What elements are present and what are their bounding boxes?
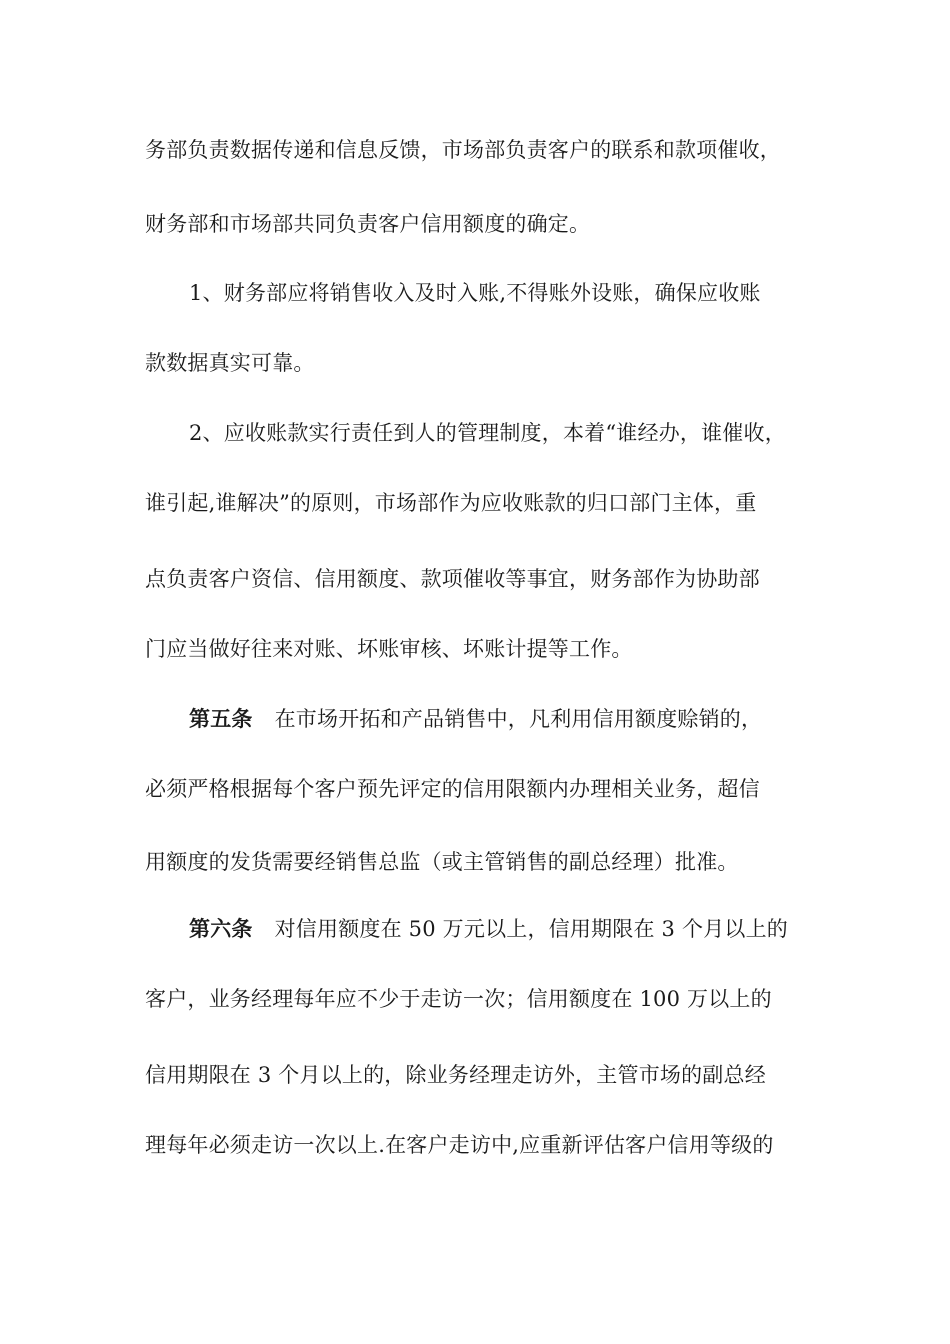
article-5-first-line <box>189 705 762 733</box>
paragraph-line: 理每年必须走访一次以上.在客户走访中,应重新评估客户信用等级的 <box>145 1133 774 1157</box>
paragraph-line: 信用期限在 3 个月以上的，除业务经理走访外，主管市场的副总经 <box>145 1063 766 1087</box>
article-5-heading: 第五条 <box>189 706 253 731</box>
paragraph-line: 点负责客户资信、信用额度、款项催收等事宜，财务部作为协助部 <box>145 567 760 591</box>
paragraph-line: 客户，业务经理每年应不少于走访一次；信用额度在 100 万以上的 <box>145 987 772 1011</box>
article-6-text: 对信用额度在 50 万元以上，信用期限在 3 个月以上的 <box>274 917 788 941</box>
paragraph-line: 谁引起,谁解决”的原则，市场部作为应收账款的归口部门主体，重 <box>145 491 757 515</box>
article-6-first-line <box>189 915 788 943</box>
paragraph-line: 必须严格根据每个客户预先评定的信用限额内办理相关业务，超信 <box>145 777 760 801</box>
paragraph-line: 务部负责数据传递和信息反馈，市场部负责客户的联系和款项催收， <box>145 138 781 162</box>
article-6-heading: 第六条 <box>189 916 253 941</box>
paragraph-line: 用额度的发货需要经销售总监（或主管销售的副总经理）批准。 <box>145 850 739 874</box>
paragraph-line: 2、应收账款实行责任到人的管理制度，本着“谁经办，谁催收， <box>189 421 786 445</box>
article-5-text: 在市场开拓和产品销售中，凡利用信用额度赊销的， <box>274 707 763 731</box>
paragraph-line: 1、财务部应将销售收入及时入账,不得账外设账，确保应收账 <box>189 281 761 305</box>
paragraph-line: 财务部和市场部共同负责客户信用额度的确定。 <box>145 212 591 236</box>
paragraph-line: 门应当做好往来对账、坏账审核、坏账计提等工作。 <box>145 637 633 661</box>
paragraph-line: 款数据真实可靠。 <box>145 351 315 375</box>
